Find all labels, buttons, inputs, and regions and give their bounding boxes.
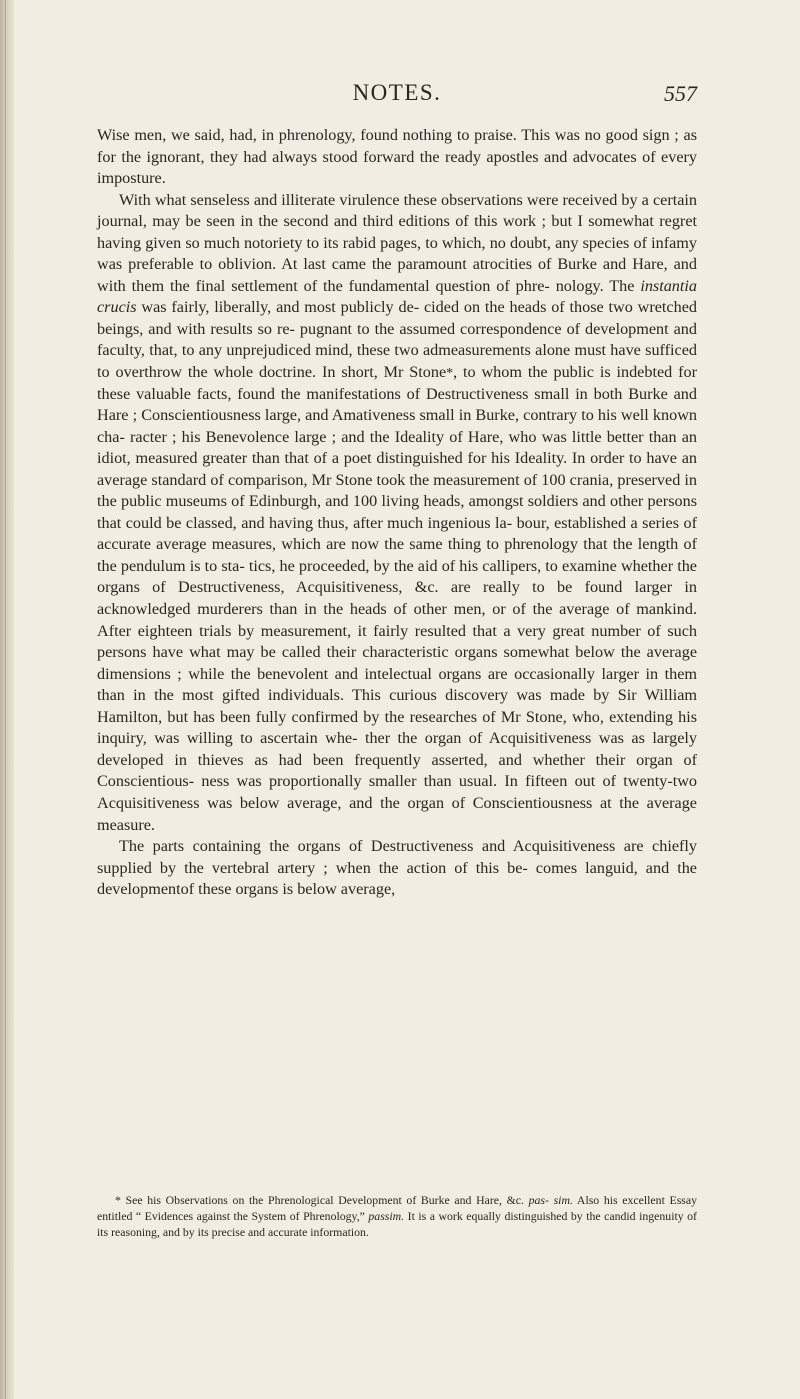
footnote-mark: * (115, 1193, 121, 1207)
paragraph-2-part-a: With what senseless and illiterate virulence these observations were received by a certain journal, may be seen in the second and third editions of this work ; but I somewhat regret having given so much notoriety to its rabid pages, to which, no doubt, any species of infamy was preferable to oblivion. At last came the paramount atrocities of Burke and Hare, and with them the final settlement of the fundamental question of phre- nology. The (97, 190, 697, 295)
paragraph-2-part-c: , to whom the public is indebted for these valuable facts, found the manifestations of Destructiveness small in both Burke and Hare ; Conscientiousness large, and Amativeness small in Burke, contrary to his well known cha- racter ; his Benevolence large ; and the Ideality of Hare, who was little better than an idiot, measured greater than that of a poet distinguished for his Ideality. In order to have an average standard of comparison, Mr Stone took the measurement of 100 crania, preserved in the public museums of Edinburgh, and 100 living heads, amongst soldiers and other persons that could be classed, and having thus, after much ingenious la- bour, established a series of accurate average measures, which are now the same thing to phrenology that the length of the pendulum is to sta- tics, he proceeded, by the aid of his callipers, to examine whether the organs of Destructiveness, Acquisitiveness, &c. are really to be found larger in acknowledged murderers than in the heads of other men, or of the average of mankind. After eighteen trials by measurement, it fairly resulted that a very great number of such persons have what may be called their characteristic organs somewhat below the average dimensions ; while the benevolent and intelectual organs are occasionally larger in them than in the most gifted individuals. This curious discovery was made by Sir William Hamilton, but has been fully confirmed by the researches of Mr Stone, who, extending his inquiry, was willing to ascertain whe- ther the organ of Acquisitiveness was as largely developed in thieves as had been frequently asserted, and whether their organ of Conscientious- ness was proportionally smaller than usual. In fifteen out of twenty-two Acquisitiveness was below average, and the organ of Conscientiousness at the average measure. (97, 363, 697, 834)
footnote-italic-b: passim. (368, 1209, 405, 1223)
paragraph-2 (97, 190, 697, 836)
main-text (97, 125, 697, 901)
page-binding-edge (0, 0, 14, 1399)
footnote-text-a: See his Observations on the Phrenological Development of Burke and Hare, &c. (120, 1193, 529, 1207)
italic-phrase: instantia crucis (97, 276, 697, 317)
running-head: NOTES. (352, 80, 442, 105)
page-header (97, 80, 697, 110)
footnote (97, 1192, 697, 1240)
paragraph-3: The parts containing the organs of Destructiveness and Acquisitiveness are chiefly supplied by the vertebral artery ; when the action of this be- comes languid, and the developmentof these organs is below average, (97, 837, 697, 899)
footnote-text-b: Also his excellent Essay entitled “ Evidences against the System of Phrenology,” (97, 1193, 698, 1223)
footnote-reference: * (446, 365, 454, 381)
footnote-text-c: It is a work equally distinguished by the candid ingenuity of its reasoning, and by its precise and accurate information. (97, 1209, 697, 1239)
binding-shadow-line (5, 0, 6, 1399)
footnote-block (97, 1192, 697, 1240)
paragraph-2-part-b: was fairly, liberally, and most publicly de- cided on the heads of those two wretched beings, and with results so re- pugnant to the assumed correspondence of development and faculty, that, to any unprejudiced mind, these two admeasurements alone must have sufficed to overthrow the whole doctrine. In short, Mr Stone (97, 298, 697, 382)
page-number: 557 (664, 81, 697, 106)
footnote-italic-a: pas- sim. (528, 1193, 573, 1207)
paragraph-1: Wise men, we said, had, in phrenology, found nothing to praise. This was no good sign ; as for the ignorant, they had always stood forward the ready apostles and advocates of every imposture. (97, 126, 697, 188)
